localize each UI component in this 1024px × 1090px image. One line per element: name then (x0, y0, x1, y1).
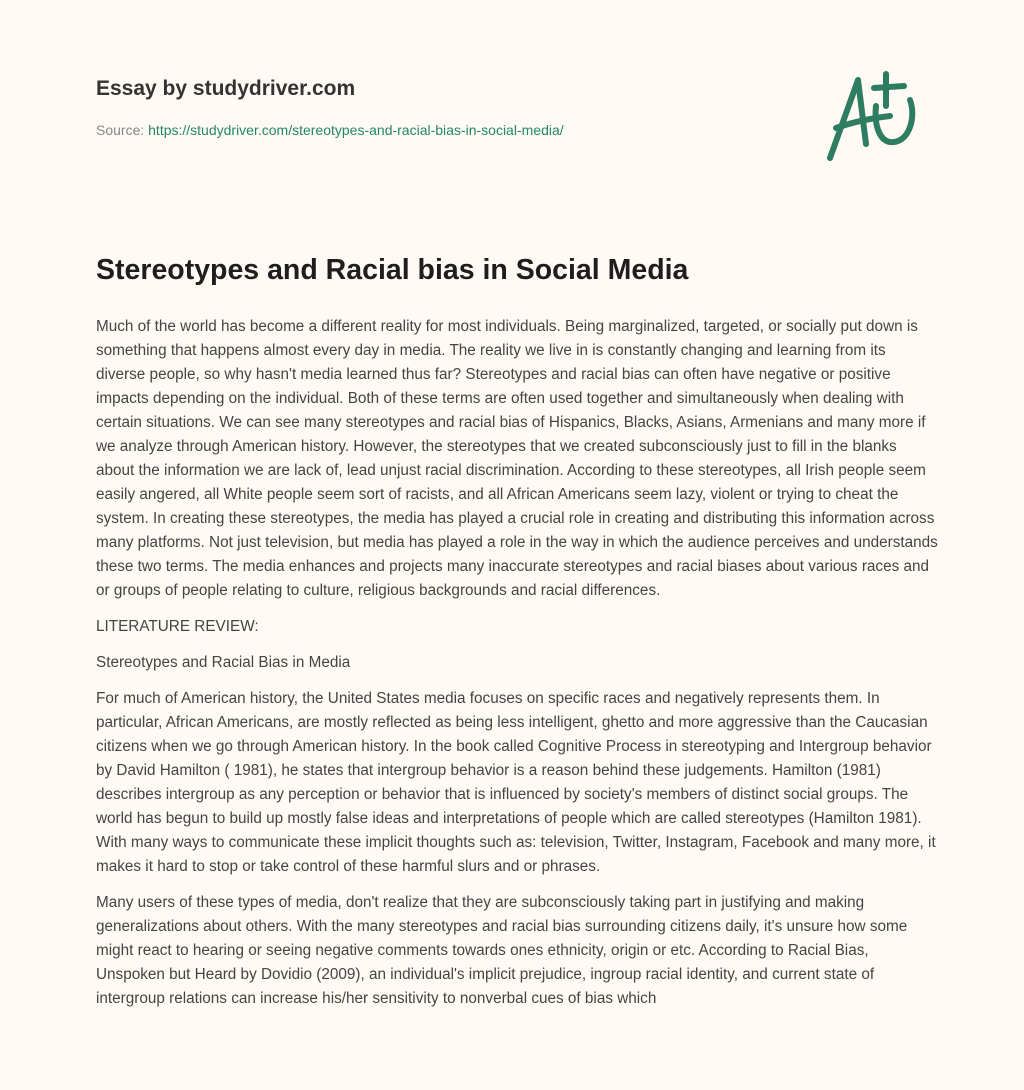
paragraph-media-users: Many users of these types of media, don't realize that they are subconsciously taking part in justifying and making generalizations about others. With the many stereotypes and racial bias surrounding citizens daily, it's unsure how some might react to hearing or seeing negative comments towards ones ethnicity, origin or etc. According to Racial Bias, Unspoken but Heard by Dovidio (2009), an individual's implicit prejudice, ingroup racial identity, and current state of intergroup relations can increase his/her sensitivity to nonverbal cues of bias which (96, 894, 908, 1007)
essay-title: Stereotypes and Racial bias in Social Media (96, 254, 689, 286)
a-plus-logo-icon (818, 66, 928, 166)
subheading-stereotypes-in-media: Stereotypes and Racial Bias in Media (96, 654, 351, 671)
section-heading-literature-review: LITERATURE REVIEW: (96, 618, 259, 635)
paragraph-american-history: For much of American history, the United States media focuses on specific races and negatively represents them. In particular, African Americans, are mostly reflected as being less intelligent, ghetto and more aggressive than the Caucasian citizens when we go through American history. In the book called Cognitive Process in stereotyping and Intergroup behavior by David Hamilton ( 1981), he states that intergroup behavior is a reason behind these judgements. Hamilton (1981) describes intergroup as any perception or behavior that is influenced by society's members of distinct social groups. The world has begun to build up mostly false ideas and interpretations of people which are called stereotypes (Hamilton 1981). With many ways to communicate these implicit thoughts such as: television, Twitter, Instagram, Facebook and many more, it makes it hard to stop or take control of these harmful slurs and or phrases. (96, 690, 936, 875)
site-header-title: Essay by studydriver.com (96, 77, 356, 100)
essay-body (96, 315, 938, 1023)
paragraph-intro: Much of the world has become a different reality for most individuals. Being marginalized, targeted, or socially put down is something that happens almost every day in media. The reality we live in is constantly changing and learning from its diverse people, so why hasn't media learned thus far? Stereotypes and racial bias can often have negative or positive impacts depending on the individual. Both of these terms are often used together and simultaneously when dealing with certain situations. We can see many stereotypes and racial bias of Hispanics, Blacks, Asians, Armenians and many more if we analyze through American history. However, the stereotypes that we created subconsciously just to fill in the blanks about the information we are lack of, lead unjust racial discrimination. According to these stereotypes, all Irish people seem easily angered, all White people seem sort of racists, and all African Americans seem lazy, violent or trying to cheat the system. In creating these stereotypes, the media has played a crucial role in creating and distributing this information across many platforms. Not just television, but media has played a role in the way in which the audience perceives and understands these two terms. The media enhances and projects many inaccurate stereotypes and racial biases about various races and or groups of people relating to culture, religious backgrounds and racial differences. (96, 318, 938, 599)
source-line (96, 122, 564, 138)
source-label: Source: (96, 122, 149, 138)
source-link[interactable]: https://studydriver.com/stereotypes-and-racial-bias-in-social-media/ (148, 122, 564, 138)
